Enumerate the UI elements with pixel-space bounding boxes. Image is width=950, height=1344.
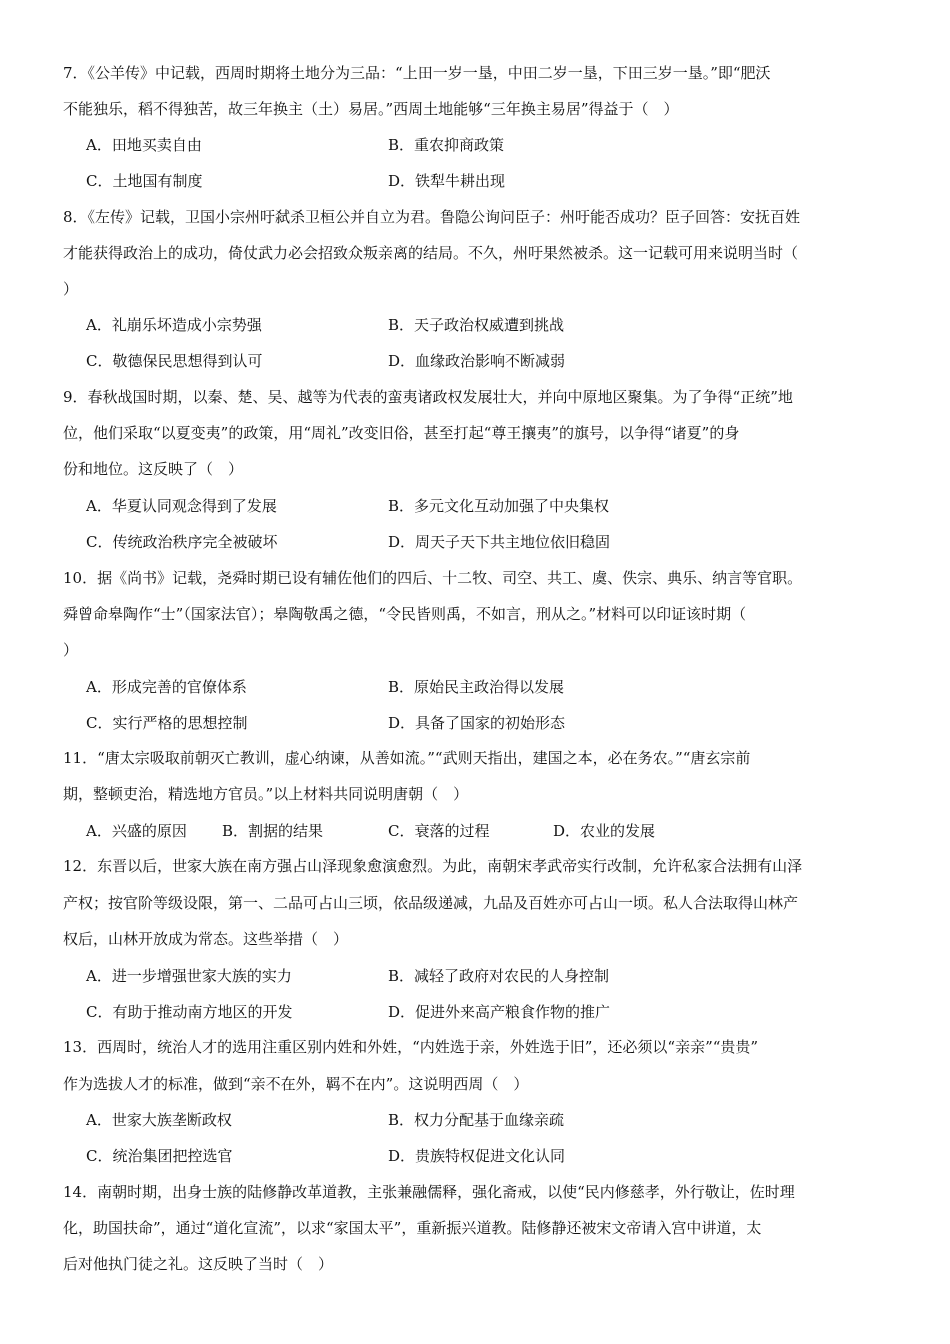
question-9-option-b[interactable]: B．多元文化互动加强了中央集权 <box>388 497 610 515</box>
question-13-option-c[interactable]: C．统治集团把控选官 <box>86 1147 233 1165</box>
question-7-option-b[interactable]: B．重农抑商政策 <box>388 136 505 154</box>
question-9-line-1: 9．春秋战国时期，以秦、楚、吴、越等为代表的蛮夷诸政权发展壮大，并向中原地区聚集。为了争得“正统”地 <box>63 388 793 406</box>
question-12-line-2: 产权；按官阶等级设限，第一、二品可占山三顷，依品级递减，九品及百姓亦可占山一顷。私人合法取得山林产 <box>63 894 799 912</box>
question-10-line-1: 10．据《尚书》记载，尧舜时期已设有辅佐他们的四后、十二牧、司空、共工、虞、佚宗、典乐、纳言等官职。 <box>63 569 803 587</box>
question-8-option-a[interactable]: A．礼崩乐坏造成小宗势强 <box>86 316 262 334</box>
question-10-line-3: ） <box>63 641 79 659</box>
question-8-option-d[interactable]: D．血缘政治影响不断减弱 <box>388 352 566 370</box>
question-7-line-1: 7．《公羊传》中记载，西周时期将土地分为三品：“上田一岁一垦，中田二岁一垦，下田三岁一垦。”即“肥沃 <box>63 64 771 82</box>
question-7-option-c[interactable]: C．土地国有制度 <box>86 172 203 190</box>
question-13-option-b[interactable]: B．权力分配基于血缘亲疏 <box>388 1111 565 1129</box>
question-10-line-2: 舜曾命皋陶作“士”（国家法官）；皋陶敬禹之德，“令民皆则禹，不如言，刑从之。”材料可以印证该时期（ <box>63 605 747 623</box>
question-11-option-b[interactable]: B．割据的结果 <box>222 822 324 840</box>
question-7-line-2: 不能独乐，稻不得独苦，故三年换主（土）易居。”西周土地能够“三年换主易居”得益于（ ） <box>63 100 679 118</box>
question-13-line-1: 13．西周时，统治人才的选用注重区别内姓和外姓，“内姓选于亲，外姓选于旧”，还必须以“亲亲”“贵贵” <box>63 1038 759 1056</box>
question-11-option-a[interactable]: A．兴盛的原因 <box>86 822 187 840</box>
question-10-option-a[interactable]: A．形成完善的官僚体系 <box>86 678 247 696</box>
question-11-line-1: 11．“唐太宗吸取前朝灭亡教训，虚心纳谏，从善如流。”“武则天指出，建国之本，必在务农。”“唐玄宗前 <box>63 749 751 767</box>
question-9-option-c[interactable]: C．传统政治秩序完全被破坏 <box>86 533 278 551</box>
question-13-option-a[interactable]: A．世家大族垄断政权 <box>86 1111 232 1129</box>
question-14-line-3: 后对他执门徒之礼。这反映了当时（ ） <box>63 1255 334 1273</box>
question-10-option-d[interactable]: D．具备了国家的初始形态 <box>388 714 566 732</box>
question-12-option-c[interactable]: C．有助于推动南方地区的开发 <box>86 1003 293 1021</box>
question-8-line-3: ） <box>63 280 79 298</box>
question-14-line-1: 14．南朝时期，出身士族的陆修静改革道教，主张兼融儒释，强化斋戒，以使“民内修慈孝，外行敬让，佐时理 <box>63 1183 795 1201</box>
question-13-option-d[interactable]: D．贵族特权促进文化认同 <box>388 1147 566 1165</box>
question-10-option-b[interactable]: B．原始民主政治得以发展 <box>388 678 565 696</box>
question-7-option-d[interactable]: D．铁犁牛耕出现 <box>388 172 506 190</box>
question-14-line-2: 化，助国扶命”，通过“道化宣流”，以求“家国太平”，重新振兴道教。陆修静还被宋文帝请入宫中讲道，太 <box>63 1219 762 1237</box>
question-8-line-1: 8．《左传》记载，卫国小宗州吁弑杀卫桓公并自立为君。鲁隐公询问臣子：州吁能否成功？臣子回答：安抚百姓 <box>63 208 801 226</box>
question-11-line-2: 期，整顿吏治，精选地方官员。”以上材料共同说明唐朝（ ） <box>63 785 469 803</box>
question-8-option-c[interactable]: C．敬德保民思想得到认可 <box>86 352 263 370</box>
question-12-line-1: 12．东晋以后，世家大族在南方强占山泽现象愈演愈烈。为此，南朝宋孝武帝实行改制，允许私家合法拥有山泽 <box>63 857 803 875</box>
question-12-option-a[interactable]: A．进一步增强世家大族的实力 <box>86 967 292 985</box>
question-11-option-c[interactable]: C．衰落的过程 <box>388 822 490 840</box>
question-12-option-b[interactable]: B．减轻了政府对农民的人身控制 <box>388 967 610 985</box>
question-8-line-2: 才能获得政治上的成功，倚仗武力必会招致众叛亲离的结局。不久，州吁果然被杀。这一记载可用来说明当时（ <box>63 244 799 262</box>
question-9-option-d[interactable]: D．周天子天下共主地位依旧稳固 <box>388 533 611 551</box>
question-9-line-2: 位，他们采取“以夏变夷”的政策，用“周礼”改变旧俗，甚至打起“尊王攘夷”的旗号，以争得“诸夏”的身 <box>63 424 740 442</box>
question-10-option-c[interactable]: C．实行严格的思想控制 <box>86 714 248 732</box>
question-12-line-3: 权后，山林开放成为常态。这些举措（ ） <box>63 930 349 948</box>
question-7-option-a[interactable]: A．田地买卖自由 <box>86 136 202 154</box>
question-12-option-d[interactable]: D．促进外来高产粮食作物的推广 <box>388 1003 611 1021</box>
question-9-option-a[interactable]: A．华夏认同观念得到了发展 <box>86 497 277 515</box>
question-8-option-b[interactable]: B．天子政治权威遭到挑战 <box>388 316 565 334</box>
question-13-line-2: 作为选拔人才的标准，做到“亲不在外，羁不在内”。这说明西周（ ） <box>63 1075 529 1093</box>
question-11-option-d[interactable]: D．农业的发展 <box>553 822 656 840</box>
question-9-line-3: 份和地位。这反映了（ ） <box>63 460 244 478</box>
